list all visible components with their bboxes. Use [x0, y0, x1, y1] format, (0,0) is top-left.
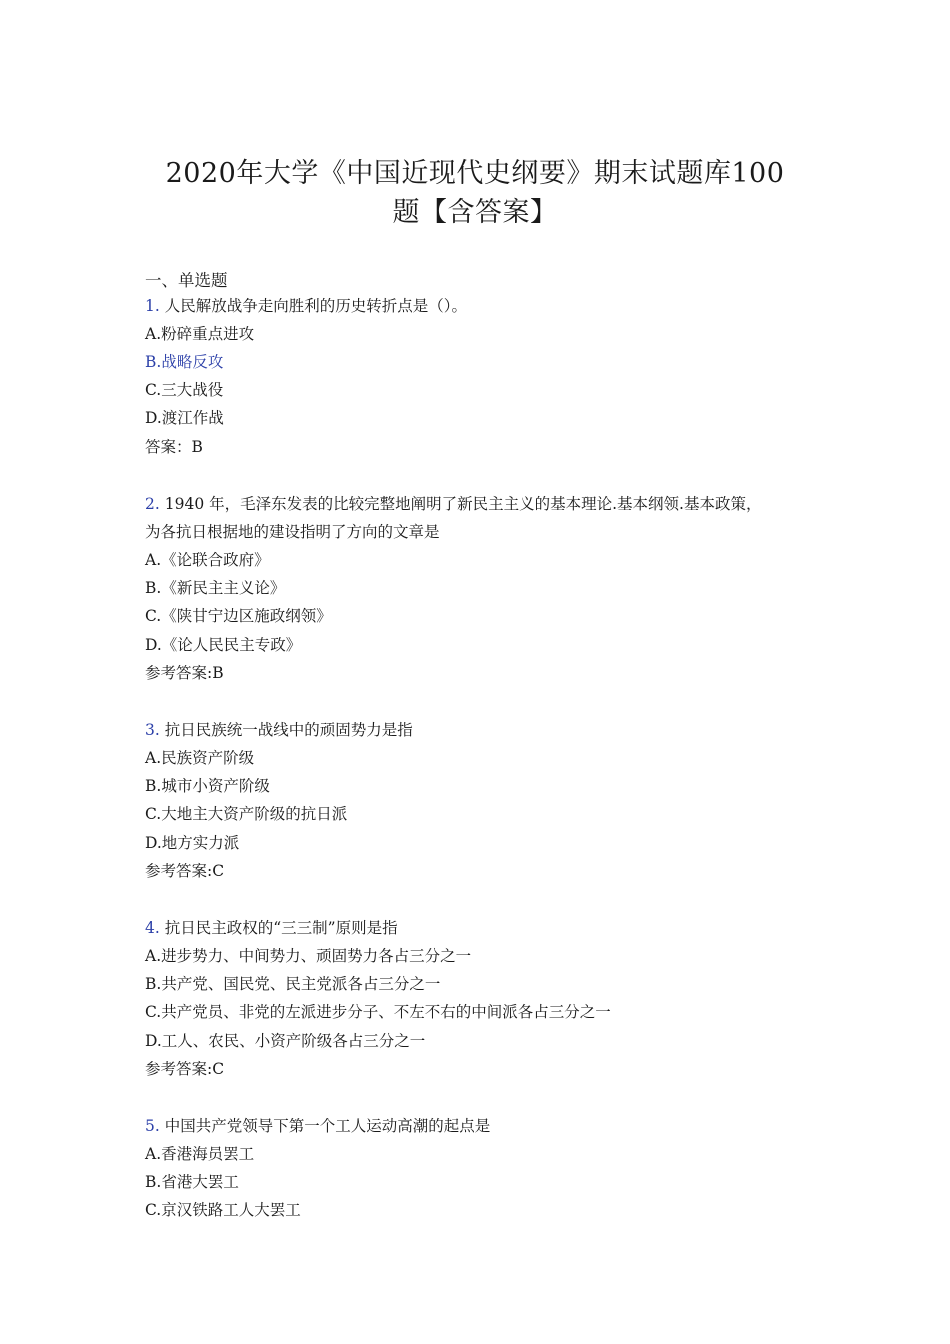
question-3-answer: 参考答案:C	[145, 862, 225, 880]
question-4-option-a: A.进步势力、中间势力、顽固势力各占三分之一	[145, 947, 472, 965]
question-1-option-a: A.粉碎重点进攻	[145, 325, 255, 343]
question-4-answer: 参考答案:C	[145, 1060, 225, 1078]
question-5-stem	[145, 1116, 845, 1136]
question-4-stem	[145, 918, 845, 938]
question-1-answer: 答案：B	[145, 438, 203, 456]
question-text: 中国共产党领导下第一个工人运动高潮的起点是	[164, 1117, 491, 1135]
question-2-stem-cont: 为各抗日根据地的建设指明了方向的文章是	[145, 523, 440, 541]
question-3-option-b: B.城市小资产阶级	[145, 777, 270, 795]
question-4-option-c: C.共产党员、非党的左派进步分子、不左不右的中间派各占三分之一	[145, 1003, 611, 1021]
question-3-option-c: C.大地主大资产阶级的抗日派	[145, 805, 348, 823]
question-3-stem	[145, 720, 845, 740]
document-title-line-1: 2020年大学《中国近现代史纲要》期末试题库100	[165, 158, 785, 189]
question-text: 抗日民主政权的“三三制”原则是指	[164, 919, 398, 937]
question-1-option-c: C.三大战役	[145, 381, 224, 399]
question-3-option-a: A.民族资产阶级	[145, 749, 255, 767]
question-2-option-c: C.《陕甘宁边区施政纲领》	[145, 607, 332, 625]
question-5-option-c: C.京汉铁路工人大罢工	[145, 1201, 301, 1219]
question-4-option-b: B.共产党、国民党、民主党派各占三分之一	[145, 975, 441, 993]
question-3-option-d: D.地方实力派	[145, 834, 240, 852]
question-2-option-d: D.《论人民民主专政》	[145, 636, 302, 654]
question-2-option-b: B.《新民主主义论》	[145, 579, 286, 597]
section-heading: 一、单选题	[145, 271, 228, 290]
question-number: 1.	[145, 297, 160, 315]
question-5-option-b: B.省港大罢工	[145, 1173, 239, 1191]
question-4-option-d: D.工人、农民、小资产阶级各占三分之一	[145, 1032, 426, 1050]
question-2-option-a: A.《论联合政府》	[145, 551, 270, 569]
question-1-option-d: D.渡江作战	[145, 409, 224, 427]
document-title-line-2: 题【含答案】	[392, 197, 558, 228]
question-1-stem	[145, 296, 845, 316]
question-1-option-b: B.战略反攻	[145, 353, 224, 371]
question-number: 2.	[145, 495, 160, 513]
question-number: 3.	[145, 721, 160, 739]
question-number: 5.	[145, 1117, 160, 1135]
question-2-stem	[145, 494, 845, 514]
question-text: 1940 年，毛泽东发表的比较完整地阐明了新民主主义的基本理论.基本纲领.基本政策，	[164, 495, 762, 513]
question-number: 4.	[145, 919, 160, 937]
question-2-answer: 参考答案:B	[145, 664, 224, 682]
question-text: 人民解放战争走向胜利的历史转折点是（）。	[164, 297, 467, 315]
question-5-option-a: A.香港海员罢工	[145, 1145, 255, 1163]
question-text: 抗日民族统一战线中的顽固势力是指	[164, 721, 413, 739]
